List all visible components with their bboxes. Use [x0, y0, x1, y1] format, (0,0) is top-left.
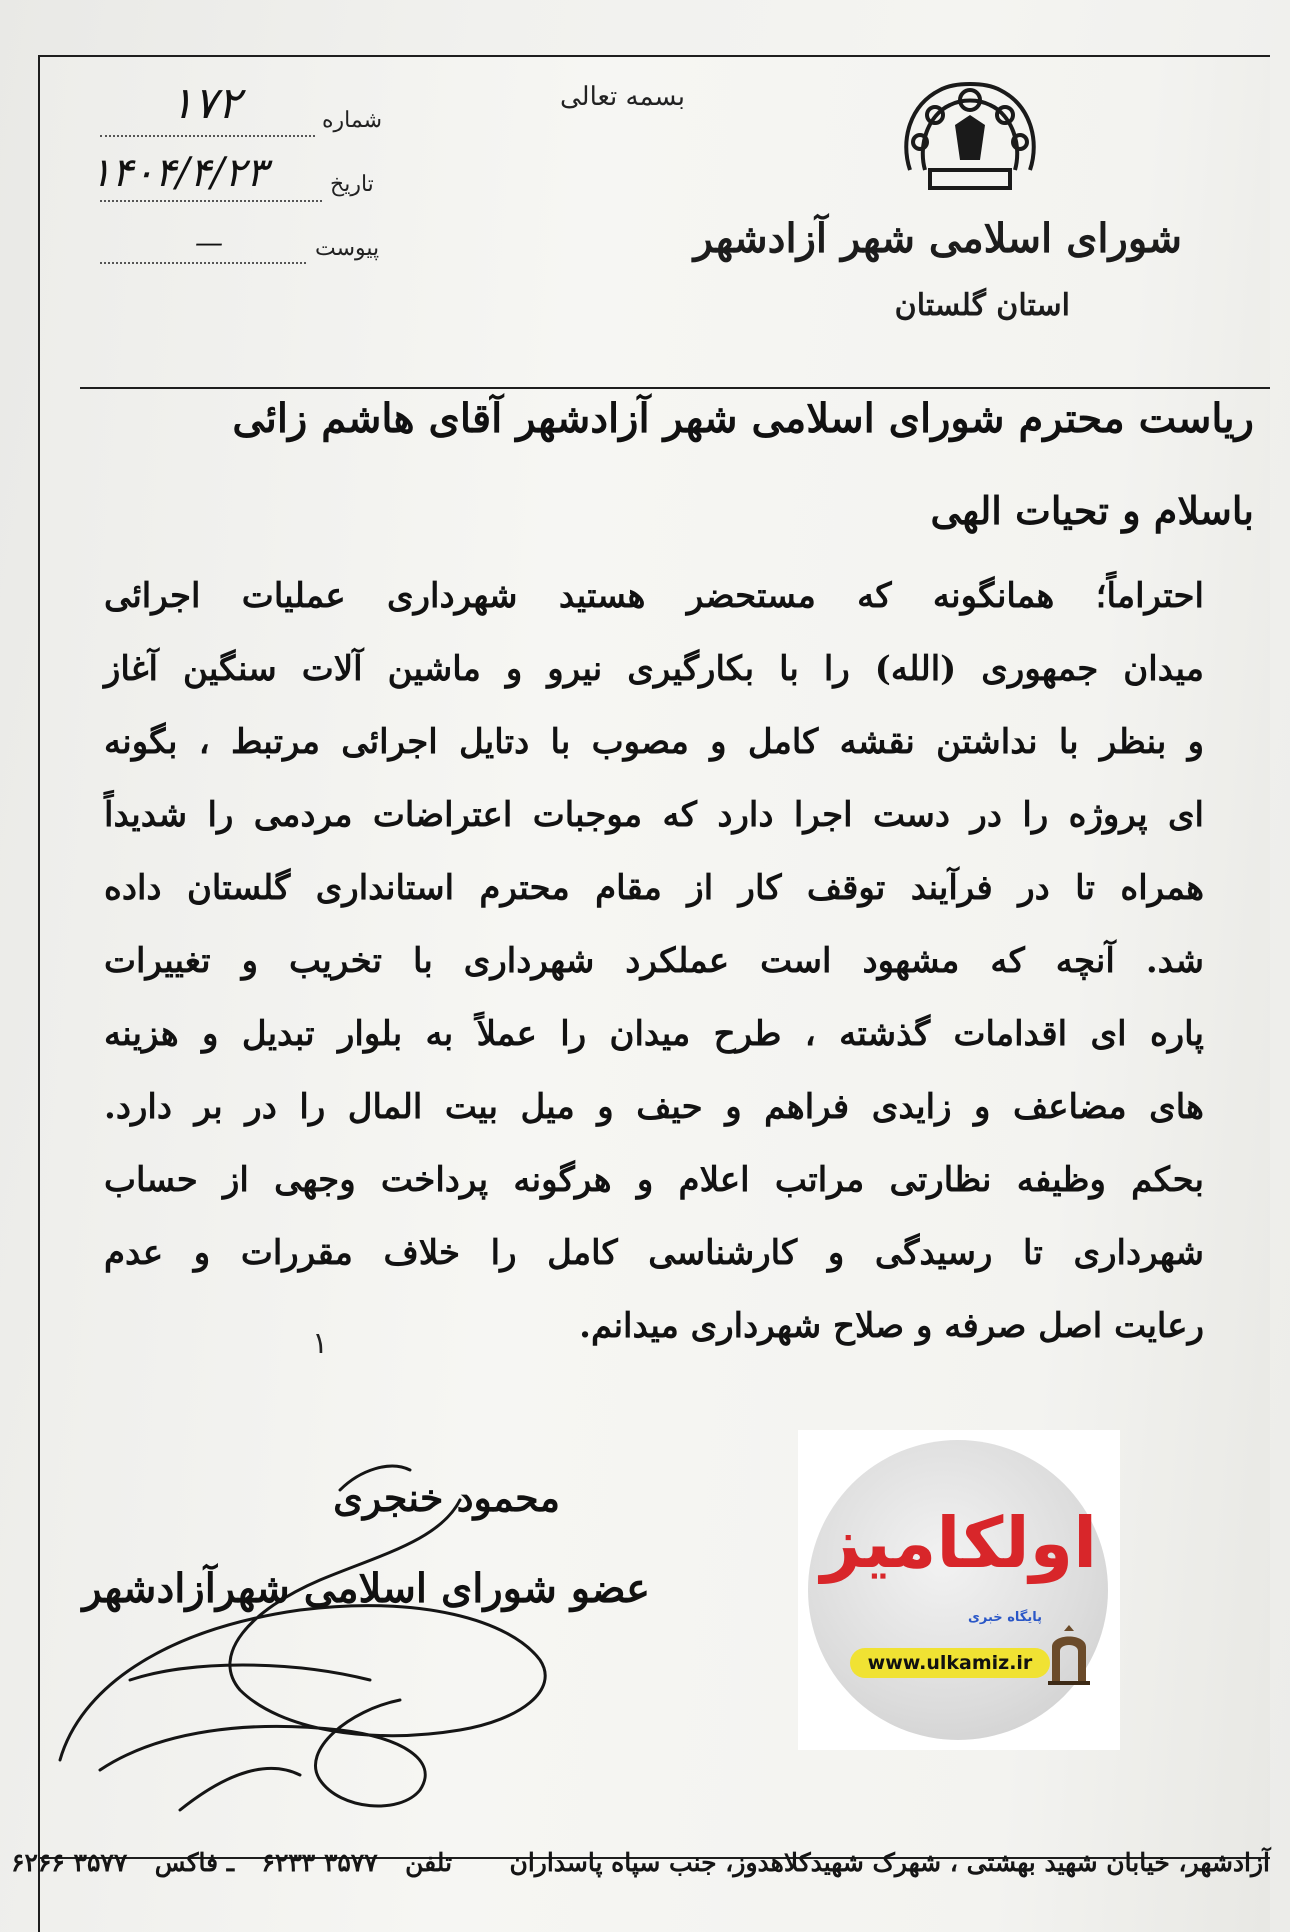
header-divider [80, 387, 1270, 389]
footer-fax: ۳۵۷۷ ۶۲۶۶ [11, 1848, 128, 1877]
province-label: استان گلستان [894, 288, 1070, 323]
attachment-value: — [195, 226, 223, 259]
letter-addressee: ریاست محترم شورای اسلامی شهر آزادشهر آقای هاشم زائی [232, 395, 1254, 442]
body-line: همراه تا در فرآیند توقف کار از مقام محترم استانداری گلستان داده [104, 868, 1204, 908]
body-line: احتراماً؛ همانگونه که مستحضر هستید شهرداری عملیات اجرائی [104, 576, 1204, 616]
letter-salutation: باسلام و تحیات الهی [930, 488, 1254, 533]
watermark-url: www.ulkamiz.ir [850, 1648, 1050, 1678]
watermark-logo-text: اولکامیز [820, 1502, 1098, 1584]
date-label: تاریخ [330, 172, 374, 197]
body-line: های مضاعف و زایدی فراهم و حیف و میل بیت المال را در بر دارد. [104, 1087, 1204, 1127]
watermark-circle [808, 1440, 1108, 1740]
body-line: پاره ای اقدامات گذشته ، طرح میدان را عملاً به بلوار تبدیل و هزینه [104, 1014, 1204, 1054]
council-emblem-icon [880, 70, 1060, 200]
body-line: شهرداری تا رسیدگی و کارشناسی کامل را خلاف مقررات و عدم [104, 1233, 1204, 1273]
watermark-subtitle: پایگاه خبری [968, 1610, 1042, 1625]
footer-address: آزادشهر، خیابان شهید بهشتی ، شهرک شهیدکلاهدوز، جنب سپاه پاسداران [509, 1848, 1270, 1877]
body-line: شد. آنچه که مشهود است عملکرد شهرداری با تخریب و تغییرات [104, 941, 1204, 981]
body-line: ای پروژه را در دست اجرا دارد که موجبات اعتراضات مردمی را شدیداً [104, 795, 1204, 835]
footer-phone-label: تلفن [405, 1848, 453, 1877]
number-dots [100, 135, 315, 137]
footer-fax-label: ـ فاکس [154, 1848, 235, 1877]
council-title: شورای اسلامی شهر آزادشهر [693, 215, 1182, 262]
bismillah-text: بسمه تعالی [560, 82, 685, 112]
body-line: رعایت اصل صرفه و صلاح شهرداری میدانم. [579, 1306, 1204, 1346]
signer-role: عضو شورای اسلامی شهرآزادشهر [82, 1565, 650, 1612]
body-line: میدان جمهوری (الله) را با بکارگیری نیرو و ماشین آلات سنگین آغاز [104, 649, 1204, 689]
attachment-dots [100, 262, 306, 264]
date-value: ۱۴۰۴/۴/۲۳ [90, 150, 268, 196]
attachment-label: پیوست [315, 236, 380, 261]
body-line: بحکم وظیفه نظارتی مراتب اعلام و هرگونه پرداخت وجهی از حساب [104, 1160, 1204, 1200]
margin-mark: ١ [312, 1326, 329, 1361]
date-dots [100, 200, 322, 202]
body-line: و بنظر با نداشتن نقشه کامل و مصوب با دتایل اجرائی مرتبط ، بگونه [104, 722, 1204, 762]
letter-body [104, 560, 1204, 1363]
gate-arch-icon [1048, 1625, 1090, 1685]
signer-name: محمود خنجری [333, 1475, 560, 1520]
letterhead-footer [11, 1848, 1270, 1877]
number-value: ۱۷۲ [170, 78, 241, 129]
number-label: شماره [322, 108, 383, 133]
footer-phone: ۳۵۷۷ ۶۲۳۳ [261, 1848, 378, 1877]
news-watermark [798, 1430, 1120, 1750]
